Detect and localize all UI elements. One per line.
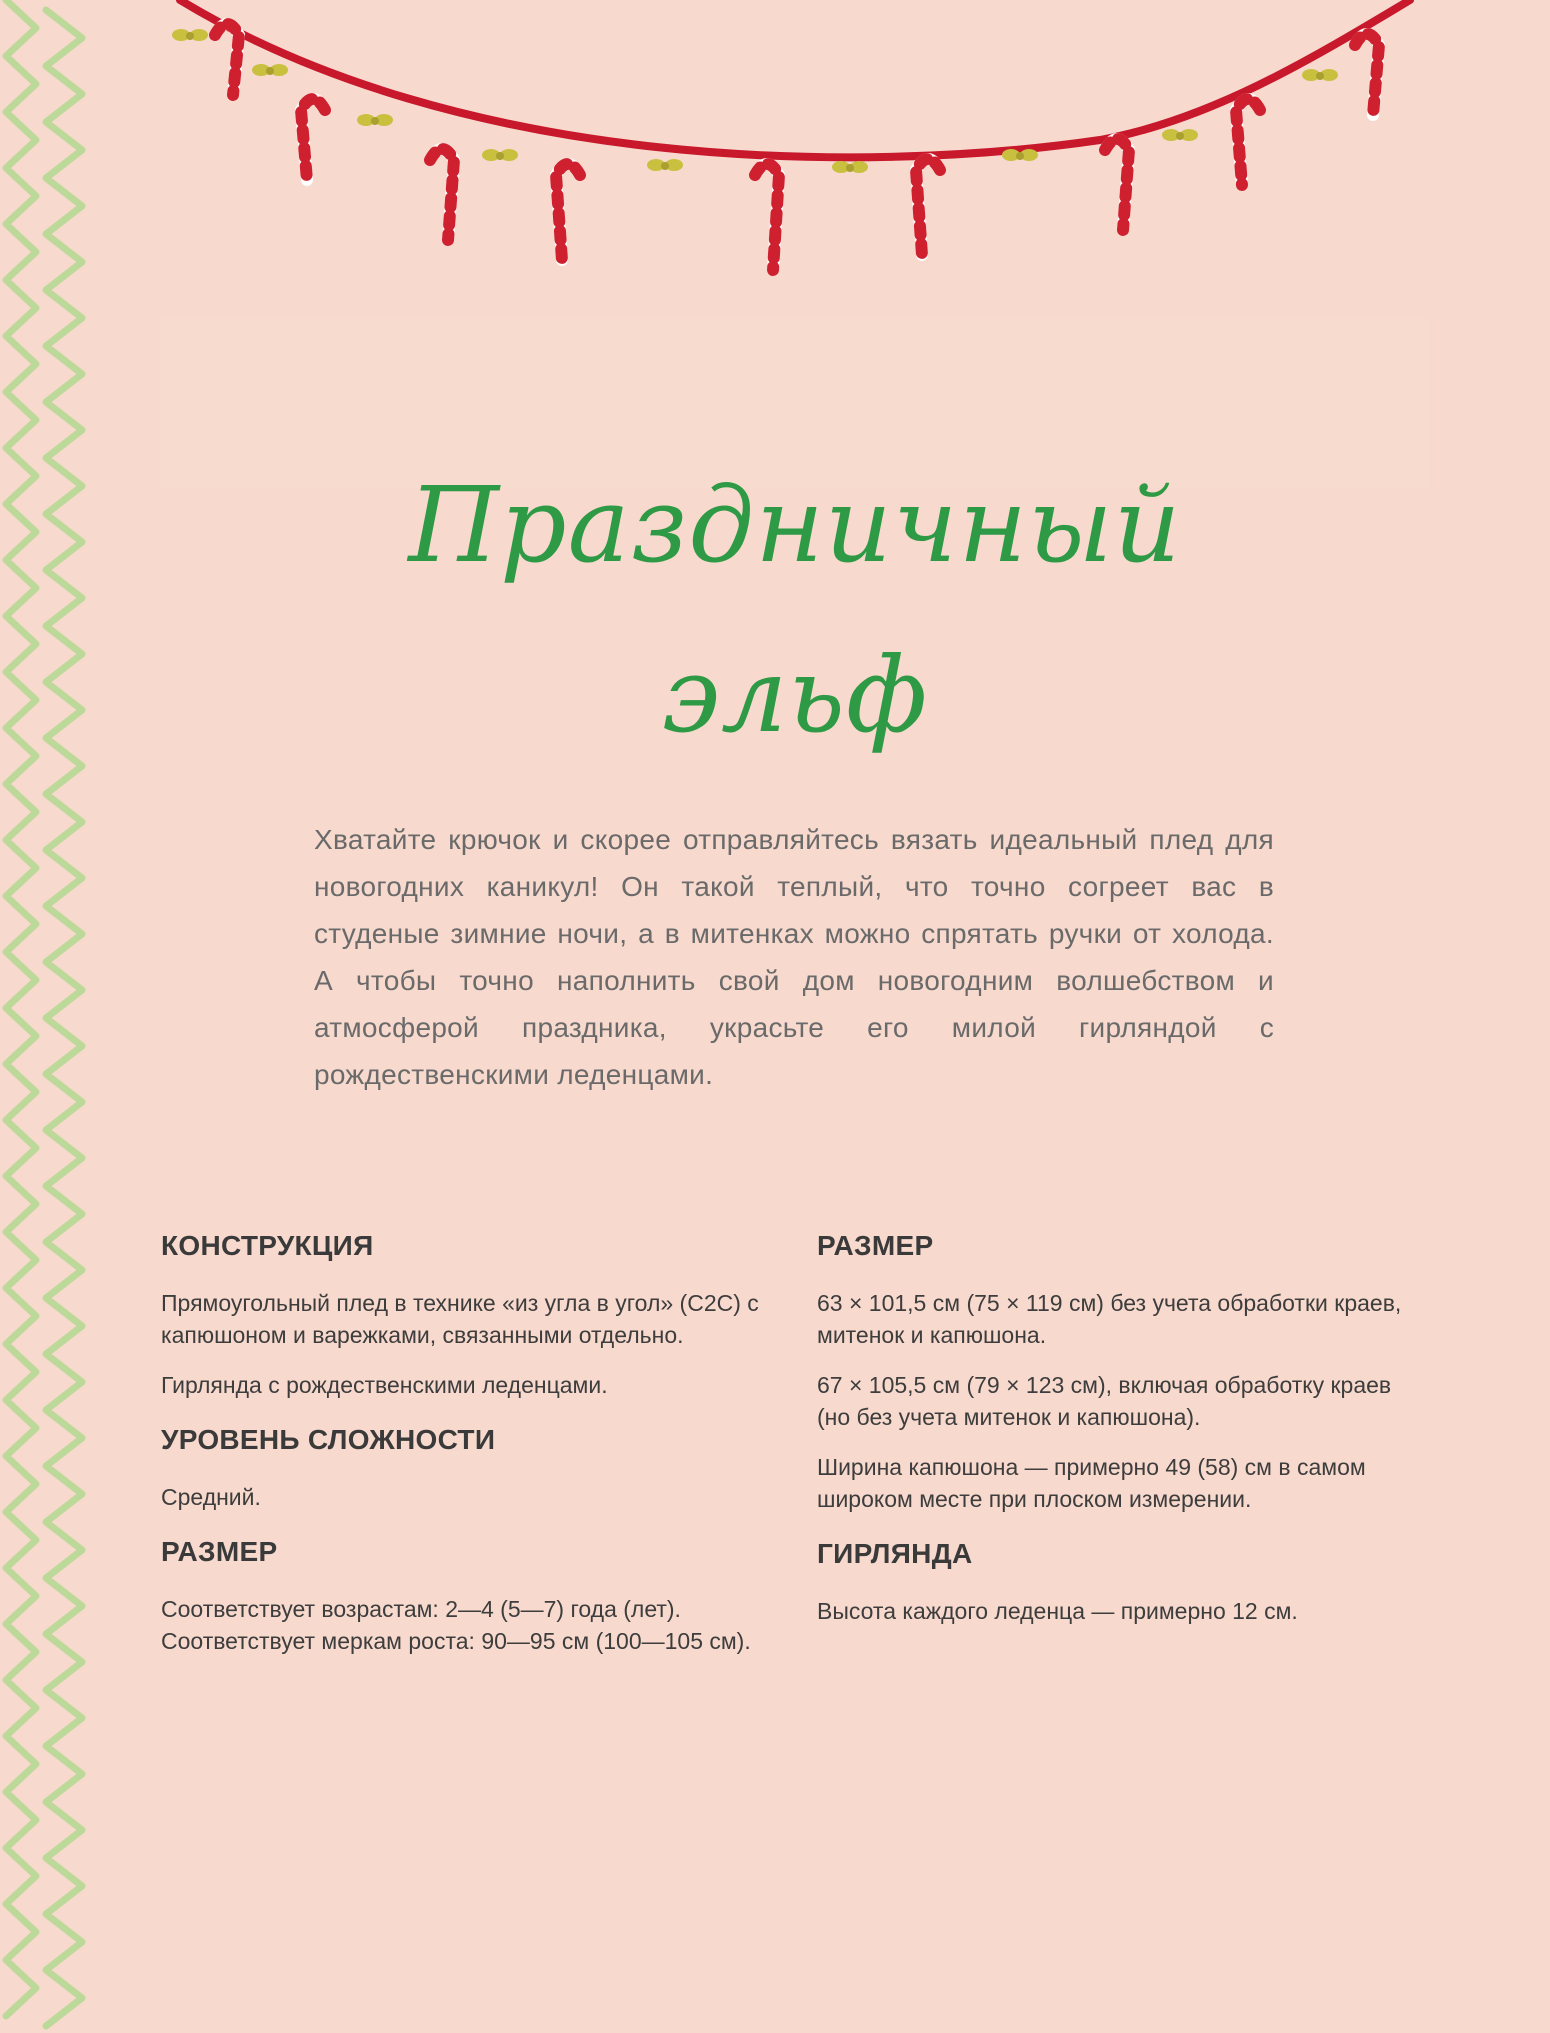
size-dimensions-text-1: 63 × 101,5 см (75 × 119 см) без учета обработки краев, митенок и капюшона. (817, 1290, 1402, 1348)
candy-cane-garland-photo (160, 0, 1430, 300)
size-age-section (161, 1531, 771, 1657)
garland-heading: ГИРЛЯНДА (817, 1538, 973, 1569)
candy-cane (1355, 34, 1379, 115)
difficulty-section (161, 1419, 771, 1513)
candy-cane (215, 24, 239, 95)
size-dimensions-text-2: 67 × 105,5 см (79 × 123 см), включая обработку краев (но без учета митенок и капюшона). (817, 1372, 1392, 1430)
bow-decoration (1302, 69, 1338, 81)
construction-heading: КОНСТРУКЦИЯ (161, 1230, 374, 1261)
bow-decoration (482, 149, 518, 161)
candy-cane (301, 99, 325, 180)
candy-cane (1105, 139, 1129, 230)
garland-section (817, 1533, 1427, 1627)
size-dimensions-heading: РАЗМЕР (817, 1230, 934, 1261)
size-age-text: Соответствует возрастам: 2—4 (5—7) года (лет). Соответствует меркам роста: 90—95 см (100—105 см). (161, 1596, 751, 1654)
construction-text-1: Прямоугольный плед в технике «из угла в угол» (С2С) с капюшоном и варежками, связанными отдельно. (161, 1290, 759, 1348)
candy-cane (916, 159, 940, 255)
intro-paragraph: Хватайте крючок и скорее отправляйтесь вязать идеальный плед для новогодних каникул! Он такой теплый, что точно согреет вас в студеные зимние ночи, а в митенках можно спрятать ручки от холода. А чтобы точно наполнить свой дом новогодним волшебством и атмосферой праздника, украсьте его милой гирляндой с рождественскими леденцами. (314, 824, 1274, 1090)
right-column (817, 1225, 1427, 1645)
title-line-2: эльф (661, 634, 929, 756)
difficulty-text: Средний. (161, 1484, 261, 1510)
bow-decoration (832, 161, 868, 173)
size-age-heading: РАЗМЕР (161, 1536, 278, 1567)
candy-cane (755, 164, 779, 270)
bow-decoration (1162, 129, 1198, 141)
zigzag-line (6, 0, 36, 2016)
zigzag-border-decoration (0, 0, 96, 2033)
candy-cane (1236, 99, 1260, 185)
construction-text-2: Гирлянда с рождественскими леденцами. (161, 1372, 608, 1398)
size-dimensions-text-3: Ширина капюшона — примерно 49 (58) см в самом широком месте при плоском измерении. (817, 1454, 1366, 1512)
bow-decoration (647, 159, 683, 171)
bow-decoration (252, 64, 288, 76)
construction-section (161, 1225, 771, 1401)
candy-cane (430, 149, 454, 240)
candy-cane (556, 164, 580, 260)
bow-decoration (172, 29, 208, 41)
difficulty-heading: УРОВЕНЬ СЛОЖНОСТИ (161, 1424, 496, 1455)
title-line-1: Праздничный (408, 464, 1182, 586)
size-dimensions-section (817, 1225, 1427, 1515)
zigzag-line (46, 10, 82, 2026)
page-title (160, 440, 1430, 780)
garland-text: Высота каждого леденца — примерно 12 см. (817, 1598, 1298, 1624)
left-column (161, 1225, 771, 1675)
bow-decoration (357, 114, 393, 126)
